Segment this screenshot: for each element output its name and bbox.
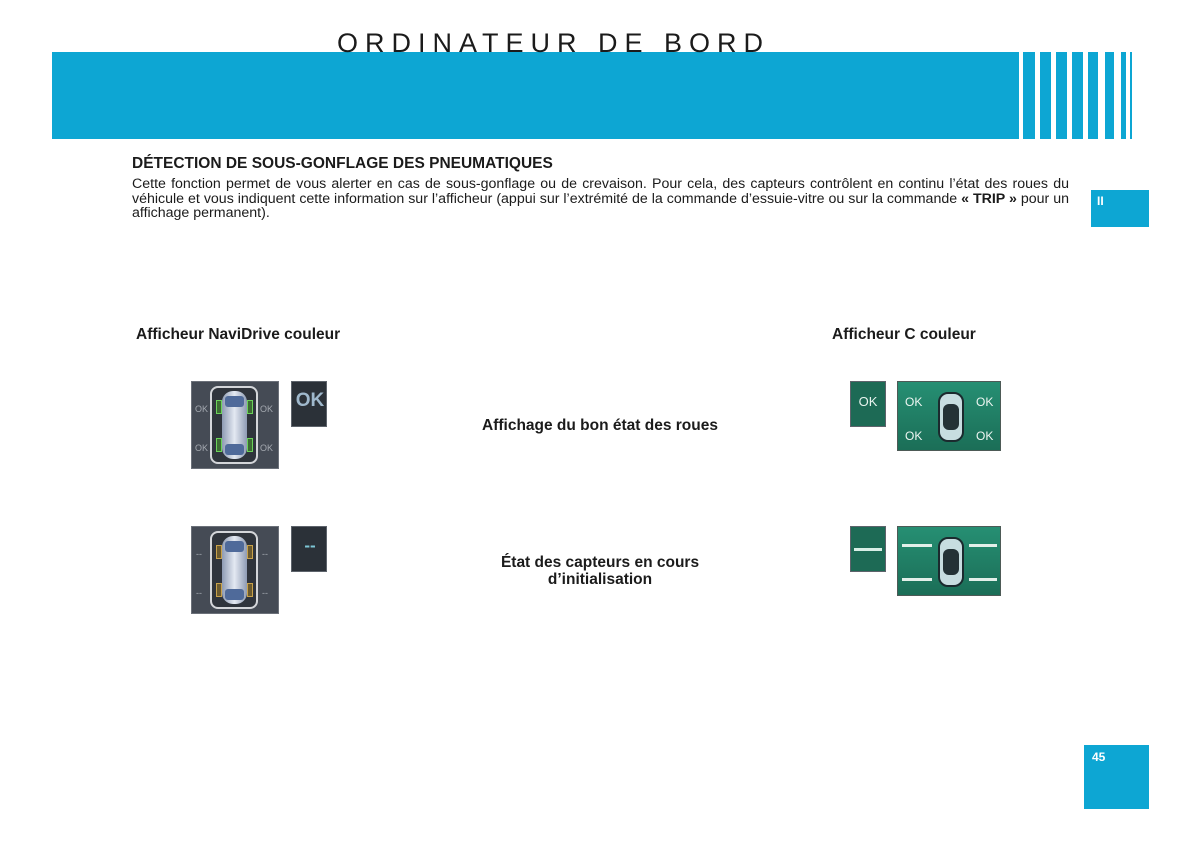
dash-line-icon [854,548,882,551]
wheel-status-label: OK [195,404,209,414]
c-init-small-display [850,526,886,572]
wheel-icon [247,545,253,559]
trip-keyword: « TRIP » [961,190,1017,207]
car-roof-icon [943,549,959,575]
wheel-icon [216,545,222,559]
wheel-status-label: -- [196,588,202,598]
wheel-status-label: OK [976,429,994,443]
dash-line-icon [902,544,932,547]
column-heading-c: Afficheur C couleur [832,326,976,343]
wheel-status-label: OK [260,404,274,414]
wheel-status-label: OK [905,429,923,443]
wheel-status-label: OK [195,443,209,453]
wheel-icon [247,583,253,597]
wheel-icon [216,400,222,414]
wheel-status-label: -- [262,549,268,559]
navidrive-init-display [191,526,279,614]
intro-paragraph [132,177,1069,221]
wheel-icon [247,400,253,414]
navidrive-init-small-display [291,526,327,572]
chapter-tab [1091,190,1149,227]
dash-line-icon [902,578,932,581]
wheel-icon [247,438,253,452]
rear-window-icon [225,444,244,455]
wheel-status-label: -- [262,588,268,598]
wheel-status-label: OK [976,395,994,409]
chapter-tab-label: II [1097,194,1104,208]
page-number: 45 [1092,750,1106,764]
status-text: OK [295,390,325,411]
intro-text: Cette fonction permet de vous alerter en cas de sous-gonflage ou de crevaison. Pour cela, des capteurs contrôlent en continu l’état des roues du véhicule et vous indiquent cette information sur l’afficheur (appui sur l’extrémité de la commande d’essuie-vitre ou sur la commande [132,176,1069,207]
rear-window-icon [225,589,244,600]
wheel-status-label: OK [905,395,923,409]
header-stripe [1121,52,1126,139]
status-text: -- [304,536,316,555]
header-stripe [1130,52,1132,139]
state-label-init [435,554,765,588]
wheel-status-label: -- [196,549,202,559]
state-label-line: d’initialisation [547,571,653,588]
windshield-icon [225,396,244,407]
page-number-tab [1084,745,1149,809]
car-roof-icon [943,404,959,430]
page-title: ORDINATEUR DE BORD [336,28,771,58]
dash-line-icon [969,544,997,547]
c-ok-display [897,381,1001,451]
windshield-icon [225,541,244,552]
section-title: DÉTECTION DE SOUS-GONFLAGE DES PNEUMATIQUES [132,155,553,172]
column-heading-navidrive: Afficheur NaviDrive couleur [136,326,341,343]
wheel-icon [216,583,222,597]
c-init-display [897,526,1001,596]
state-label-line: État des capteurs en cours [500,554,700,571]
wheel-status-label: OK [260,443,274,453]
wheel-icon [216,438,222,452]
state-label-ok: Affichage du bon état des roues [482,417,718,434]
intro-text-end: pour un affichage permanent). [132,190,1070,221]
navidrive-ok-display [191,381,279,469]
status-text: OK [858,394,878,409]
dash-line-icon [969,578,997,581]
navidrive-ok-small-display [291,381,327,427]
c-ok-small-display [850,381,886,427]
